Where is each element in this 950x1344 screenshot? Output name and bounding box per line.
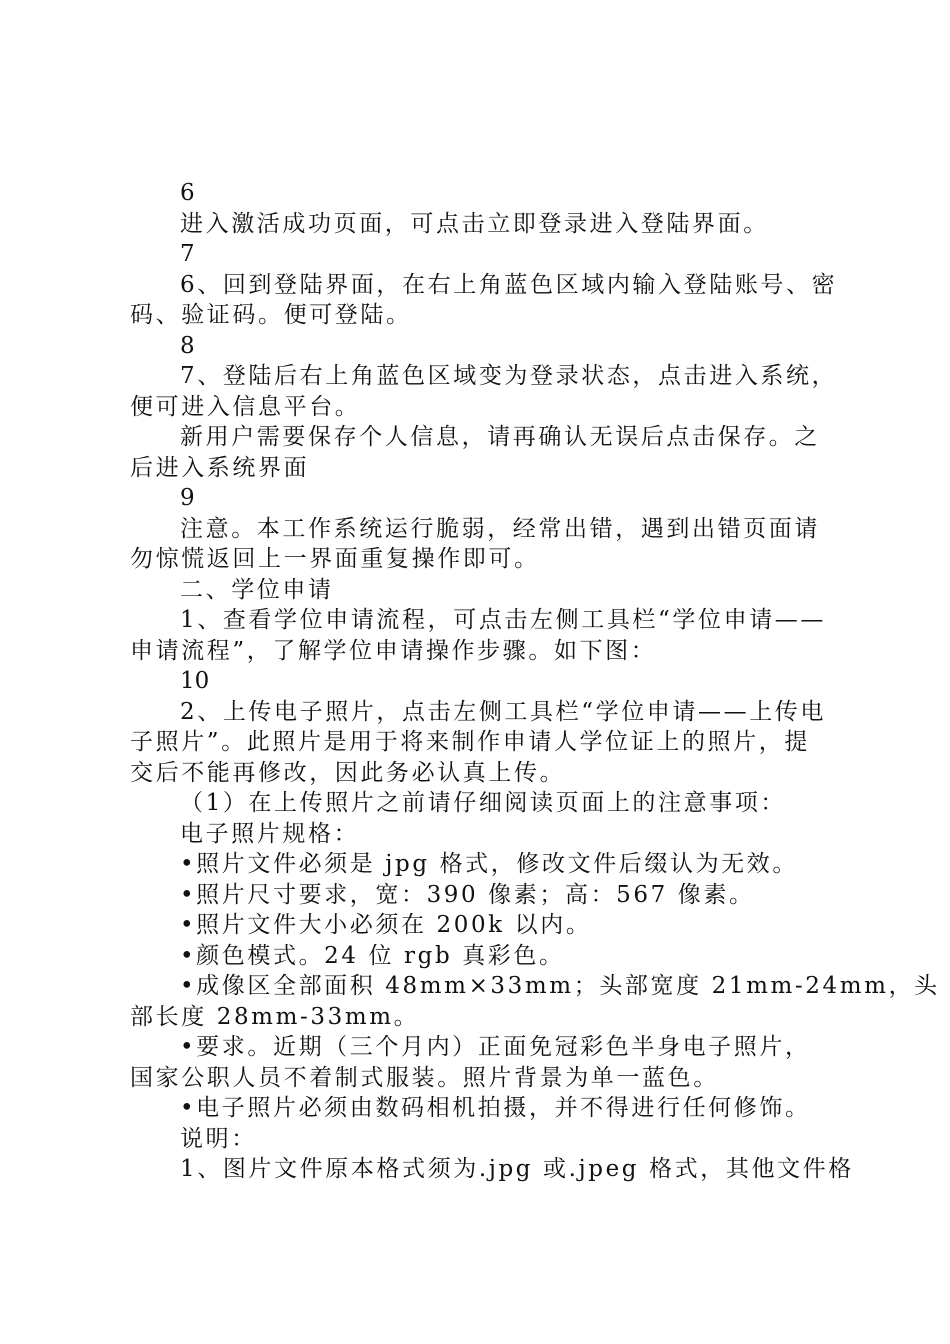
text-line: •照片文件大小必须在 200k 以内。	[180, 912, 592, 938]
text-line: 说明：	[180, 1125, 257, 1152]
text-line: 1、图片文件原本格式须为.jpg 或.jpeg 格式，其他文件格	[180, 1156, 854, 1182]
text-line: 注意。本工作系统运行脆弱，经常出错，遇到出错页面请	[180, 515, 820, 542]
text-line: 9	[180, 485, 195, 511]
text-line: 新用户需要保存个人信息，请再确认无误后点击保存。之	[180, 424, 820, 450]
text-line: 二、学位申请	[180, 576, 334, 603]
document-page	[130, 178, 940, 1185]
text-line: 2、上传电子照片，点击左侧工具栏“学位申请——上传电	[180, 698, 826, 725]
text-line: •照片文件必须是 jpg 格式，修改文件后缀认为无效。	[180, 851, 798, 877]
text-line: •照片尺寸要求，宽：390 像素；高：567 像素。	[180, 881, 755, 908]
text-line: 国家公职人员不着制式服装。照片背景为单一蓝色。	[130, 1064, 719, 1091]
text-line: （1）在上传照片之前请仔细阅读页面上的注意事项：	[180, 790, 787, 816]
text-line: 交后不能再修改，因此务必认真上传。	[130, 759, 566, 786]
text-line: 后进入系统界面	[130, 454, 310, 481]
text-line: •颜色模式。24 位 rgb 真彩色。	[180, 942, 565, 969]
text-line: 6	[180, 180, 195, 206]
text-line: 6、回到登陆界面，在右上角蓝色区域内输入登陆账号、密	[180, 271, 838, 298]
text-line: 电子照片规格：	[180, 820, 360, 847]
text-line: 勿惊慌返回上一界面重复操作即可。	[130, 546, 540, 572]
text-line: 7、登陆后右上角蓝色区域变为登录状态，点击进入系统，	[180, 363, 838, 389]
text-line: 10	[180, 668, 210, 694]
text-line: 码、验证码。便可登陆。	[130, 302, 412, 328]
text-line: 7	[180, 241, 195, 267]
text-line: 8	[180, 332, 195, 359]
text-line: 部长度 28mm-33mm。	[130, 1003, 420, 1030]
text-line: •成像区全部面积 48mm×33mm；头部宽度 21mm-24mm，头	[180, 973, 940, 999]
text-line: 子照片”。此照片是用于将来制作申请人学位证上的照片，提	[130, 729, 810, 755]
text-line: 1、查看学位申请流程，可点击左侧工具栏“学位申请——	[180, 607, 826, 633]
text-line: 便可进入信息平台。	[130, 393, 361, 420]
text-line: 申请流程”，了解学位申请操作步骤。如下图：	[130, 637, 657, 664]
text-line: 进入激活成功页面，可点击立即登录进入登陆界面。	[180, 210, 769, 237]
text-line: •电子照片必须由数码相机拍摄，并不得进行任何修饰。	[180, 1095, 811, 1121]
text-line: •要求。近期（三个月内）正面免冠彩色半身电子照片，	[180, 1034, 811, 1060]
